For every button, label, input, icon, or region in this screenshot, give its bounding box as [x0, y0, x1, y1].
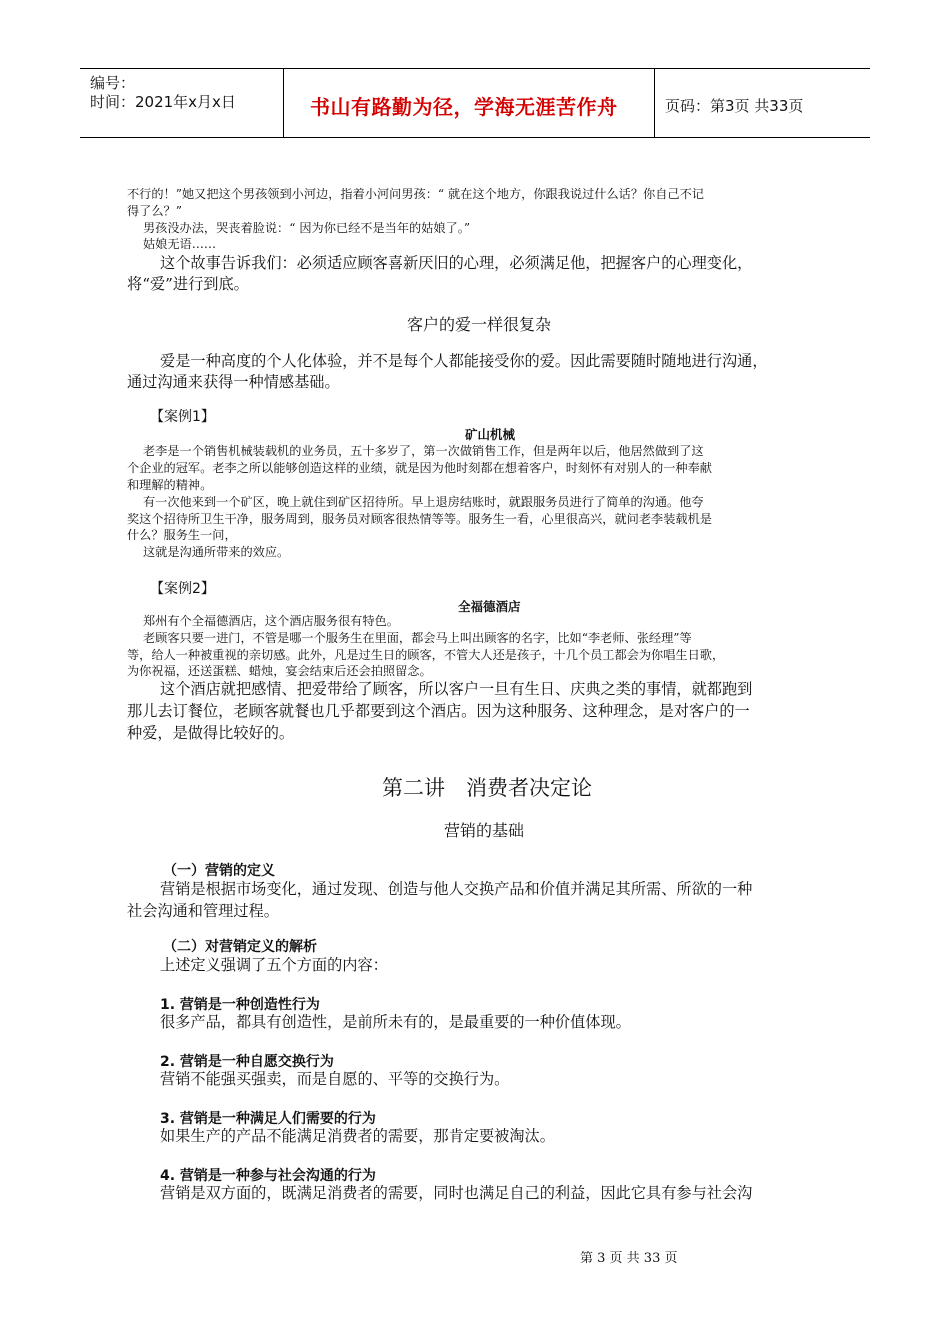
section-paragraph: 爱是一种高度的个人化体验，并不是每个人都能接受你的爱。因此需要随时随地进行沟通，	[160, 352, 768, 370]
section-paragraph: 通过沟通来获得一种情感基础。	[127, 373, 340, 391]
section-title: 客户的爱一样很复杂	[407, 315, 552, 334]
story-line: 不行的！”她又把这个男孩领到小河边，指着小河问男孩：“ 就在这个地方，你跟我说过什么话？你自己不记	[127, 187, 704, 201]
header-number-label: 编号：	[90, 74, 136, 92]
lecture-title: 第二讲 消费者决定论	[382, 776, 592, 800]
case-paragraph: 种爱，是做得比较好的。	[127, 724, 295, 742]
case-line: 等，给人一种被重视的亲切感。此外，凡是过生日的顾客，不管大人还是孩子，十几个员工都会为你唱生日歌，	[127, 648, 725, 662]
point-text: 很多产品，都具有创造性，是前所未有的，是最重要的一种价值体现。	[160, 1013, 631, 1031]
page-header	[80, 68, 870, 138]
header-page-label: 页码：第3页 共33页	[665, 97, 804, 115]
definition-heading: （一）营销的定义	[163, 863, 275, 879]
case-line: 什么？服务生一问，	[127, 528, 237, 542]
point-text: 如果生产的产品不能满足消费者的需要，那肯定要被淘汰。	[160, 1127, 555, 1145]
lecture-subtitle: 营销的基础	[444, 821, 525, 840]
point-title: 4. 营销是一种参与社会沟通的行为	[160, 1168, 376, 1184]
case-line: 奖这个招待所卫生干净，服务周到，服务员对顾客很热情等等。服务生一看，心里很高兴，就问老李装载机是	[127, 512, 712, 526]
story-conclusion: 这个故事告诉我们：必须适应顾客喜新厌旧的心理，必须满足他，把握客户的心理变化，	[160, 254, 753, 272]
definition-paragraph: 上述定义强调了五个方面的内容：	[160, 956, 388, 974]
case-label: 【案例1】	[150, 409, 215, 425]
point-text: 营销是双方面的，既满足消费者的需要，同时也满足自己的利益，因此它具有参与社会沟	[160, 1184, 753, 1202]
point-title: 1. 营销是一种创造性行为	[160, 997, 320, 1013]
case-paragraph: 那儿去订餐位，老顾客就餐也几乎都要到这个酒店。因为这种服务、这种理念，是对客户的一	[127, 702, 750, 720]
point-title: 3. 营销是一种满足人们需要的行为	[160, 1111, 376, 1127]
case-line: 为你祝福，还送蛋糕、蜡烛，宴会结束后还会拍照留念。	[127, 664, 432, 678]
case-line: 个企业的冠军。老李之所以能够创造这样的业绩，就是因为他时刻都在想着客户，时刻怀有对别人的一种奉献	[127, 461, 712, 475]
footer-page-number: 第 3 页 共 33 页	[580, 1251, 678, 1266]
story-line: 男孩没办法，哭丧着脸说：“ 因为你已经不是当年的姑娘了。”	[143, 221, 471, 235]
story-conclusion: 将“爱”进行到底。	[127, 275, 249, 293]
case-line: 老顾客只要一进门，不管是哪一个服务生在里面，都会马上叫出顾客的名字，比如“李老师、张经理”等	[143, 631, 692, 645]
case-line: 这就是沟通所带来的效应。	[143, 545, 290, 559]
header-time-label: 时间：2021年x月x日	[90, 93, 236, 111]
definition-heading: （二）对营销定义的解析	[163, 939, 317, 955]
point-text: 营销不能强买强卖，而是自愿的、平等的交换行为。	[160, 1070, 510, 1088]
header-motto: 书山有路勤为径，学海无涯苦作舟	[310, 95, 618, 119]
case-title: 矿山机械	[465, 427, 516, 442]
header-divider	[654, 69, 655, 137]
point-title: 2. 营销是一种自愿交换行为	[160, 1054, 334, 1070]
case-paragraph: 这个酒店就把感情、把爱带给了顾客，所以客户一旦有生日、庆典之类的事情，就都跑到	[160, 680, 753, 698]
case-line: 有一次他来到一个矿区，晚上就住到矿区招待所。早上退房结账时，就跟服务员进行了简单的沟通。他夸	[143, 495, 704, 509]
story-line: 姑娘无语……	[143, 237, 217, 251]
case-line: 郑州有个全福德酒店，这个酒店服务很有特色。	[143, 614, 399, 628]
case-line: 和理解的精神。	[127, 478, 213, 492]
definition-paragraph: 社会沟通和管理过程。	[127, 902, 279, 920]
case-label: 【案例2】	[150, 581, 215, 597]
header-divider	[283, 69, 284, 137]
case-title: 全福德酒店	[458, 599, 521, 614]
case-line: 老李是一个销售机械装载机的业务员，五十多岁了，第一次做销售工作，但是两年以后，他居然做到了这	[143, 444, 704, 458]
story-line: 得了么？”	[127, 204, 182, 218]
definition-paragraph: 营销是根据市场变化，通过发现、创造与他人交换产品和价值并满足其所需、所欲的一种	[160, 880, 753, 898]
